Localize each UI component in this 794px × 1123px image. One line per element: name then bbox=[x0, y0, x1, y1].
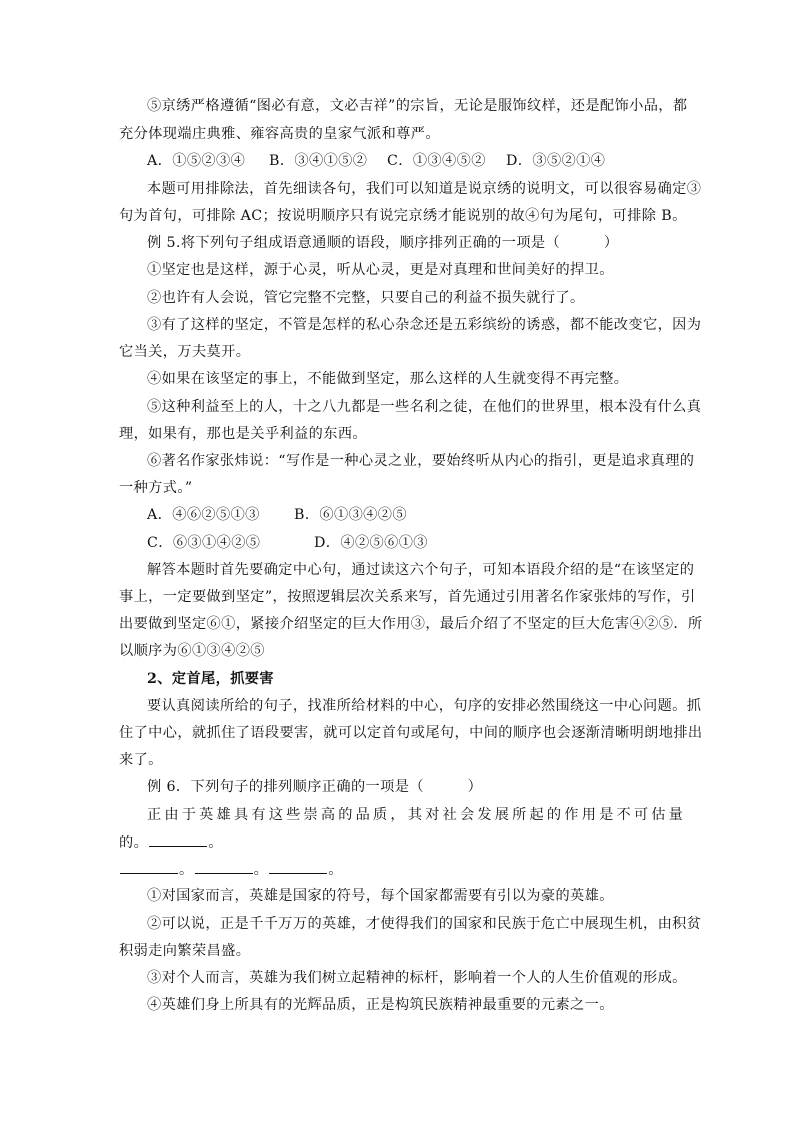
example-4-explanation-line-1: 本题可用排除法，首先细读各句，我们可以知道是说京绣的说明文，可以很容易确定③ bbox=[147, 181, 702, 197]
example-5-options-row-2 bbox=[147, 533, 428, 553]
example-6-sentence-2-line-1: ②可以说，正是千千万万的英雄，才使得我们的国家和民族于危亡中展现生机，由积贫 bbox=[147, 916, 702, 932]
example-6-stem-line-3: 。 。 。 bbox=[119, 859, 343, 880]
example-5-explanation-line-2: 事上，一定要做到坚定”，按照逻辑层次关系来写，首先通过引用著名作家张炜的写作，引 bbox=[119, 589, 696, 605]
sentence-5-line-1: ⑤京绣严格遵循“图必有意，文必吉祥”的宗旨，无论是服饰纹样，还是配饰小品，都 bbox=[147, 98, 688, 114]
option-d: D．③⑤②①④ bbox=[506, 153, 606, 169]
answer-blank[interactable] bbox=[195, 859, 253, 874]
example-6-question: 例 6．下列句子的排列顺序正确的一项是（ ） bbox=[147, 779, 483, 795]
example-5-sentence-3-line-2: 它当关，万夫莫开。 bbox=[119, 344, 251, 360]
example-5-options-row-1 bbox=[147, 505, 407, 525]
example-5-sentence-4: ④如果在该坚定的事上，不能做到坚定，那么这样的人生就变得不再完整。 bbox=[147, 371, 629, 387]
example-6-stem-line-2: 的。 。 bbox=[119, 832, 223, 853]
option-b: B．⑥①③④②⑤ bbox=[294, 507, 407, 523]
answer-blank[interactable] bbox=[149, 832, 207, 847]
example-5-sentence-5-line-1: ⑤这种利益至上的人，十之八九都是一些名利之徒，在他们的世界里，根本没有什么真 bbox=[147, 399, 702, 415]
example-4-explanation-line-2: 句为首句，可排除 AC；按说明顺序只有说完京绣才能说别的故④句为尾句，可排除 B。 bbox=[119, 208, 687, 224]
example-4-options bbox=[147, 151, 605, 171]
example-5-explanation-line-4: 以顺序为⑥①③④②⑤ bbox=[119, 643, 265, 659]
section-2-line-1: 要认真阅读所给的句子，找准所给材料的中心，句序的安排必然围绕这一中心问题。抓 bbox=[147, 698, 702, 714]
option-b: B．③④①⑤② bbox=[269, 153, 368, 169]
example-5-sentence-6-line-2: 一种方式。” bbox=[119, 480, 193, 496]
option-c: C．①③④⑤② bbox=[387, 153, 486, 169]
example-6-sentence-4: ④英雄们身上所具有的光辉品质，正是构筑民族精神最重要的元素之一。 bbox=[147, 997, 614, 1013]
example-5-explanation-line-1: 解答本题时首先要确定中心句，通过读这六个句子，可知本语段介绍的是“在该坚定的 bbox=[147, 562, 695, 578]
answer-blank[interactable] bbox=[120, 859, 178, 874]
example-5-sentence-3-line-1: ③有了这样的坚定，不管是怎样的私心杂念还是五彩缤纷的诱惑，都不能改变它，因为 bbox=[147, 317, 702, 333]
option-a: A．④⑥②⑤①③ bbox=[147, 507, 260, 523]
example-5-question: 例 5.将下列句子组成语意通顺的语段，顺序排列正确的一项是（ ） bbox=[147, 235, 619, 251]
option-c: C．⑥③①④②⑤ bbox=[147, 535, 261, 551]
section-2-line-3: 来了。 bbox=[119, 752, 163, 768]
example-6-sentence-2-line-2: 积弱走向繁荣昌盛。 bbox=[119, 943, 251, 959]
example-5-sentence-5-line-2: 理，如果有，那也是关乎利益的东西。 bbox=[119, 426, 367, 442]
example-6-sentence-1: ①对国家而言，英雄是国家的符号，每个国家都需要有引以为豪的英雄。 bbox=[147, 888, 614, 904]
option-d: D．④②⑤⑥①③ bbox=[314, 535, 428, 551]
example-5-sentence-2: ②也许有人会说，管它完整不完整，只要自己的利益不损失就行了。 bbox=[147, 290, 585, 306]
example-5-sentence-1: ①坚定也是这样，源于心灵，听从心灵，更是对真理和世间美好的捍卫。 bbox=[147, 262, 614, 278]
example-6-sentence-3: ③对个人而言，英雄为我们树立起精神的标杆，影响着一个人的人生价值观的形成。 bbox=[147, 970, 687, 986]
example-5-sentence-6-line-1: ⑥著名作家张炜说：“写作是一种心灵之业，要始终听从内心的指引，更是追求真理的 bbox=[147, 453, 695, 469]
answer-blank[interactable] bbox=[269, 859, 327, 874]
example-5-explanation-line-3: 出要做到坚定⑥①，紧接介绍坚定的巨大作用③，最后介绍了不坚定的巨大危害④②⑤．所 bbox=[119, 616, 703, 632]
sentence-5-line-2: 充分体现端庄典雅、雍容高贵的皇家气派和尊严。 bbox=[119, 126, 440, 142]
section-2-heading: 2、定首尾，抓要害 bbox=[147, 671, 274, 687]
option-a: A．①⑤②③④ bbox=[147, 153, 246, 169]
example-6-stem-line-1: 正由于英雄具有这些崇高的品质，其对社会发展所起的作用是不可估量 bbox=[147, 807, 687, 823]
section-2-line-2: 住了中心，就抓住了语段要害，就可以定首句或尾句，中间的顺序也会逐渐清晰明朗地排出 bbox=[119, 725, 703, 741]
